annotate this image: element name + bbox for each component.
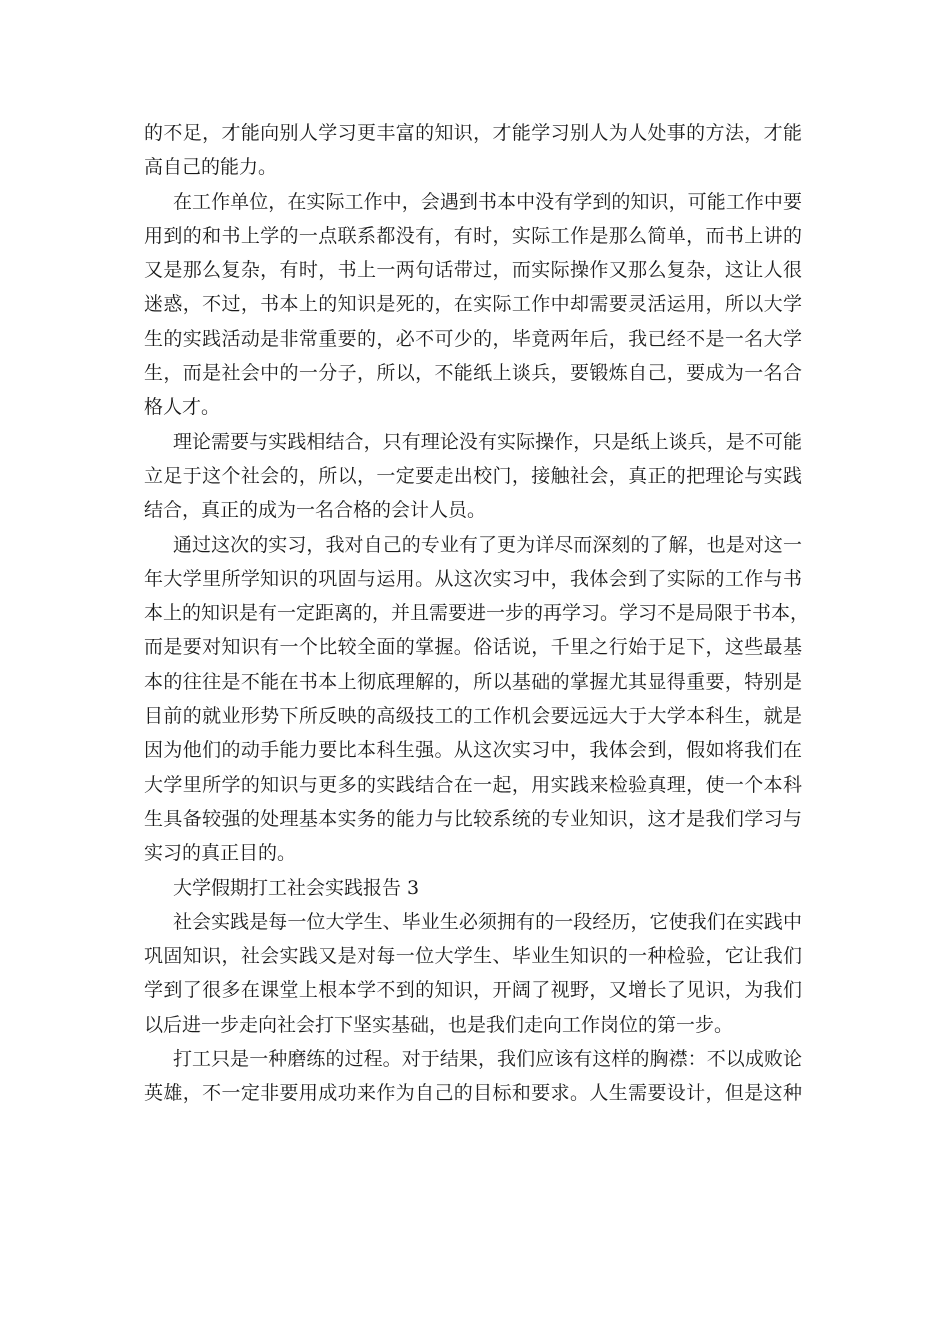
text-line: 学到了很多在课堂上根本学不到的知识，开阔了视野，又增长了见识，为我们 bbox=[144, 979, 802, 1002]
text-line: 英雄，不一定非要用成功来作为自己的目标和要求。人生需要设计，但是这种 bbox=[144, 1082, 802, 1105]
text-line: 格人才。 bbox=[144, 396, 221, 419]
text-line: 用到的和书上学的一点联系都没有，有时，实际工作是那么简单，而书上讲的 bbox=[144, 224, 802, 247]
text-line: 实习的真正目的。 bbox=[144, 842, 297, 865]
text-line: 目前的就业形势下所反映的高级技工的工作机会要远远大于大学本科生，就是 bbox=[144, 705, 802, 728]
text-line: 大学里所学的知识与更多的实践结合在一起，用实践来检验真理，使一个本科 bbox=[144, 773, 802, 796]
text-line: 年大学里所学知识的巩固与运用。从这次实习中，我体会到了实际的工作与书 bbox=[144, 567, 802, 590]
text-line: 高自己的能力。 bbox=[144, 156, 278, 179]
text-line: 又是那么复杂，有时，书上一两句话带过，而实际操作又那么复杂，这让人很 bbox=[144, 259, 802, 282]
text-line: 理论需要与实践相结合，只有理论没有实际操作，只是纸上谈兵，是不可能 bbox=[173, 430, 802, 453]
text-line: 的不足，才能向别人学习更丰富的知识，才能学习别人为人处事的方法，才能 bbox=[144, 122, 802, 144]
text-line: 因为他们的动手能力要比本科生强。从这次实习中，我体会到，假如将我们在 bbox=[144, 739, 802, 762]
text-line: 结合，真正的成为一名合格的会计人员。 bbox=[144, 499, 487, 522]
text-line: 以后进一步走向社会打下坚实基础，也是我们走向工作岗位的第一步。 bbox=[144, 1013, 734, 1036]
text-line: 巩固知识，社会实践又是对每一位大学生、毕业生知识的一种检验，它让我们 bbox=[144, 945, 802, 968]
document-body bbox=[144, 116, 810, 1111]
text-line: 在工作单位，在实际工作中，会遇到书本中没有学到的知识，可能工作中要 bbox=[173, 190, 802, 213]
text-line: 本的往往是不能在书本上彻底理解的，所以基础的掌握尤其显得重要，特别是 bbox=[144, 670, 802, 693]
text-line: 而是要对知识有一个比较全面的掌握。俗话说，千里之行始于足下，这些最基 bbox=[144, 636, 802, 659]
text-line: 打工只是一种磨练的过程。对于结果，我们应该有这样的胸襟：不以成败论 bbox=[173, 1048, 802, 1071]
text-line: 社会实践是每一位大学生、毕业生必须拥有的一段经历，它使我们在实践中 bbox=[173, 910, 802, 933]
text-line: 生，而是社会中的一分子，所以，不能纸上谈兵，要锻炼自己，要成为一名合 bbox=[144, 362, 802, 385]
text-line: 迷惑，不过，书本上的知识是死的，在实际工作中却需要灵活运用，所以大学 bbox=[144, 293, 802, 316]
text-line: 生具备较强的处理基本实务的能力与比较系统的专业知识，这才是我们学习与 bbox=[144, 807, 802, 830]
text-line: 大学假期打工社会实践报告 3 bbox=[173, 876, 420, 899]
text-line: 通过这次的实习，我对自己的专业有了更为详尽而深刻的了解，也是对这一 bbox=[173, 533, 802, 556]
text-line: 立足于这个社会的，所以，一定要走出校门，接触社会，真正的把理论与实践 bbox=[144, 464, 802, 487]
text-line: 本上的知识是有一定距离的，并且需要进一步的再学习。学习不是局限于书本， bbox=[144, 602, 810, 625]
text-line: 生的实践活动是非常重要的，必不可少的，毕竟两年后，我已经不是一名大学 bbox=[144, 327, 802, 350]
